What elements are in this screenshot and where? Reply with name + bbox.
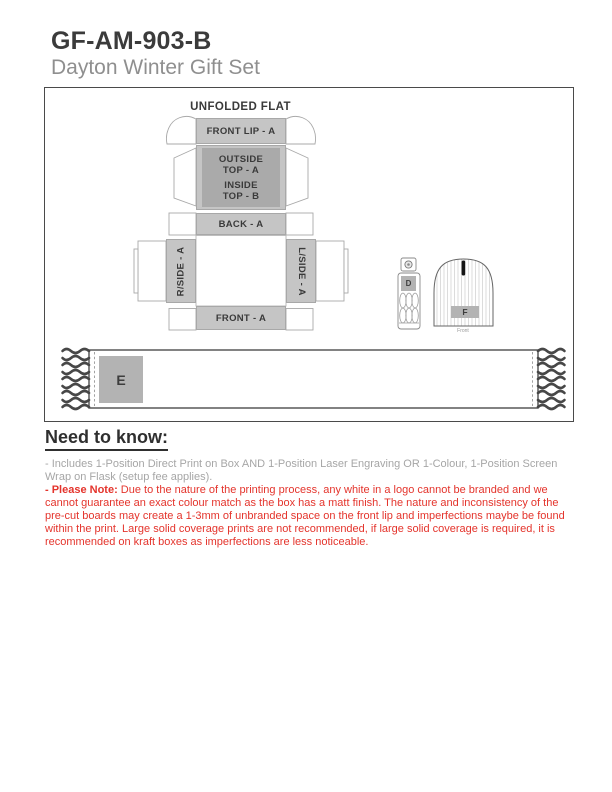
page-title: GF-AM-903-B <box>51 27 212 55</box>
front-lip-flap-left-icon <box>166 116 196 144</box>
please-note-label: - Please Note: <box>45 484 118 496</box>
note-warning <box>45 484 577 549</box>
scarf-marker: E <box>99 356 143 403</box>
base-panel-outline-icon <box>196 236 286 307</box>
notes-section <box>45 427 577 549</box>
diagram-frame <box>44 87 574 422</box>
outside-top-label-line1: OUTSIDE <box>218 153 264 165</box>
front-flap-left-icon <box>169 309 196 331</box>
front-lip-flap-right-icon <box>286 116 316 144</box>
side-flap-right-icon <box>316 241 344 301</box>
beanie-front-caption: Front <box>457 328 469 334</box>
unfolded-flat-title: UNFOLDED FLAT <box>190 101 291 113</box>
scarf-fringe-right-icon <box>538 349 565 409</box>
flask-icon <box>398 258 420 329</box>
left-side-label: L/SIDE - A <box>295 246 307 296</box>
note-includes: - Includes 1-Position Direct Print on Box AND 1-Position Laser Engraving OR 1-Colour, 1-Position Screen Wrap on Flask (setup fee applies). <box>45 458 558 483</box>
page-subtitle: Dayton Winter Gift Set <box>51 56 260 79</box>
flask-marker: D <box>401 276 416 291</box>
side-tab-right-icon <box>344 249 348 293</box>
inside-top-label-line2: TOP - B <box>222 190 260 202</box>
beanie-marker: F <box>451 306 479 318</box>
panel-left-side <box>286 239 316 303</box>
panel-front-lip: FRONT LIP - A <box>196 118 286 144</box>
scarf-fringe-left-icon <box>63 349 90 409</box>
back-flap-right-icon <box>286 213 313 235</box>
front-flap-right-icon <box>286 309 313 331</box>
top-flap-left-icon <box>174 148 196 206</box>
outside-top-label-line2: TOP - A <box>222 164 260 176</box>
need-to-know-heading: Need to know: <box>45 427 168 451</box>
right-side-label: R/SIDE - A <box>175 246 187 296</box>
side-tab-left-icon <box>134 249 138 293</box>
inside-top-label-line1: INSIDE <box>224 179 258 191</box>
panel-back: BACK - A <box>196 213 286 235</box>
top-flap-right-icon <box>286 148 308 206</box>
panel-top-inner <box>202 148 280 207</box>
back-flap-left-icon <box>169 213 196 235</box>
side-flap-left-icon <box>138 241 166 301</box>
panel-right-side <box>166 239 196 303</box>
panel-front: FRONT - A <box>196 306 286 330</box>
please-note-text: Due to the nature of the printing process, any white in a logo cannot be branded and we cannot guarantee an exact colour match as the box has a matt finish. The nature and inconsistency of the pre-cut boards may create a 1-3mm of unbranded space on the front lip and imperfections maybe be found within the print. Large solid coverage prints are not recommended, if large solid coverage is required, it is recommended on kraft boxes as imperfections are less noticeable. <box>45 484 565 548</box>
beanie-tassel-icon <box>462 261 466 276</box>
